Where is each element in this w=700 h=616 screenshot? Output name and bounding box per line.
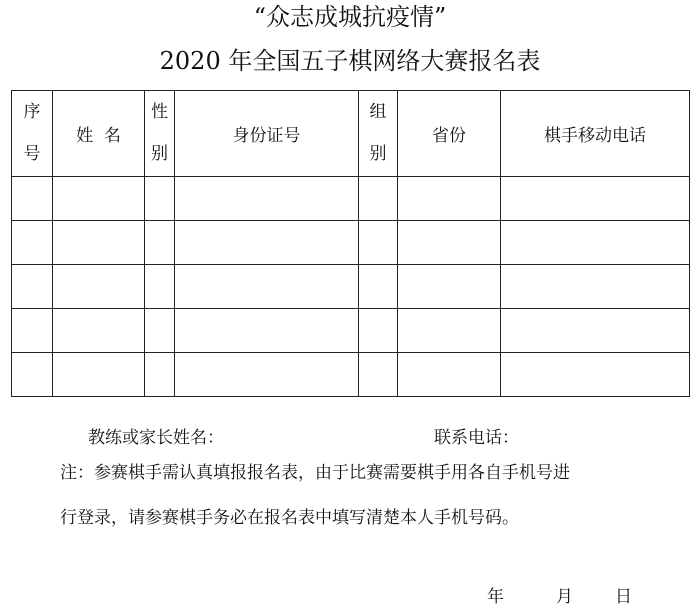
cell-seq[interactable] <box>12 353 53 397</box>
cell-group[interactable] <box>359 309 398 353</box>
cell-name[interactable] <box>53 309 145 353</box>
note-line-1: 注：参赛棋手需认真填报报名表，由于比赛需要棋手用各自手机号进 <box>60 463 570 483</box>
cell-gender[interactable] <box>145 177 175 221</box>
cell-group[interactable] <box>359 265 398 309</box>
header-id-number: 身份证号 <box>175 91 359 177</box>
cell-group[interactable] <box>359 221 398 265</box>
table-row <box>12 177 690 221</box>
header-mobile: 棋手移动电话 <box>501 91 690 177</box>
cell-province[interactable] <box>398 177 501 221</box>
cell-name[interactable] <box>53 177 145 221</box>
cell-gender[interactable] <box>145 309 175 353</box>
cell-mobile[interactable] <box>501 177 690 221</box>
cell-province[interactable] <box>398 353 501 397</box>
table-row <box>12 309 690 353</box>
table-row <box>12 265 690 309</box>
registration-table <box>11 90 690 397</box>
table-header-row <box>12 91 690 177</box>
cell-mobile[interactable] <box>501 221 690 265</box>
cell-gender[interactable] <box>145 353 175 397</box>
cell-group[interactable] <box>359 353 398 397</box>
cell-mobile[interactable] <box>501 353 690 397</box>
table-row <box>12 353 690 397</box>
cell-id-number[interactable] <box>175 221 359 265</box>
cell-province[interactable] <box>398 309 501 353</box>
cell-id-number[interactable] <box>175 177 359 221</box>
cell-province[interactable] <box>398 265 501 309</box>
cell-gender[interactable] <box>145 265 175 309</box>
cell-mobile[interactable] <box>501 309 690 353</box>
title-line-1: “众志成城抗疫情” <box>253 3 447 31</box>
cell-gender[interactable] <box>145 221 175 265</box>
coach-name-label: 教练或家长姓名： <box>88 428 224 448</box>
cell-id-number[interactable] <box>175 309 359 353</box>
header-seq: 序 号 <box>12 91 53 177</box>
header-group: 组 别 <box>359 91 398 177</box>
note-line-2: 行登录，请参赛棋手务必在报名表中填写清楚本人手机号码。 <box>60 508 519 528</box>
cell-province[interactable] <box>398 221 501 265</box>
cell-id-number[interactable] <box>175 265 359 309</box>
cell-seq[interactable] <box>12 177 53 221</box>
cell-name[interactable] <box>53 221 145 265</box>
cell-name[interactable] <box>53 265 145 309</box>
title-line-2: 2020 年全国五子棋网络大赛报名表 <box>159 47 541 75</box>
cell-id-number[interactable] <box>175 353 359 397</box>
header-province: 省份 <box>398 91 501 177</box>
cell-mobile[interactable] <box>501 265 690 309</box>
header-gender: 性 别 <box>145 91 175 177</box>
cell-group[interactable] <box>359 177 398 221</box>
cell-name[interactable] <box>53 353 145 397</box>
cell-seq[interactable] <box>12 265 53 309</box>
contact-phone-label: 联系电话： <box>434 428 519 448</box>
cell-seq[interactable] <box>12 221 53 265</box>
date-month-label: 月 <box>556 587 573 607</box>
table-row <box>12 221 690 265</box>
cell-seq[interactable] <box>12 309 53 353</box>
header-name: 姓 名 <box>53 91 145 177</box>
date-day-label: 日 <box>615 587 632 607</box>
date-year-label: 年 <box>487 587 504 607</box>
